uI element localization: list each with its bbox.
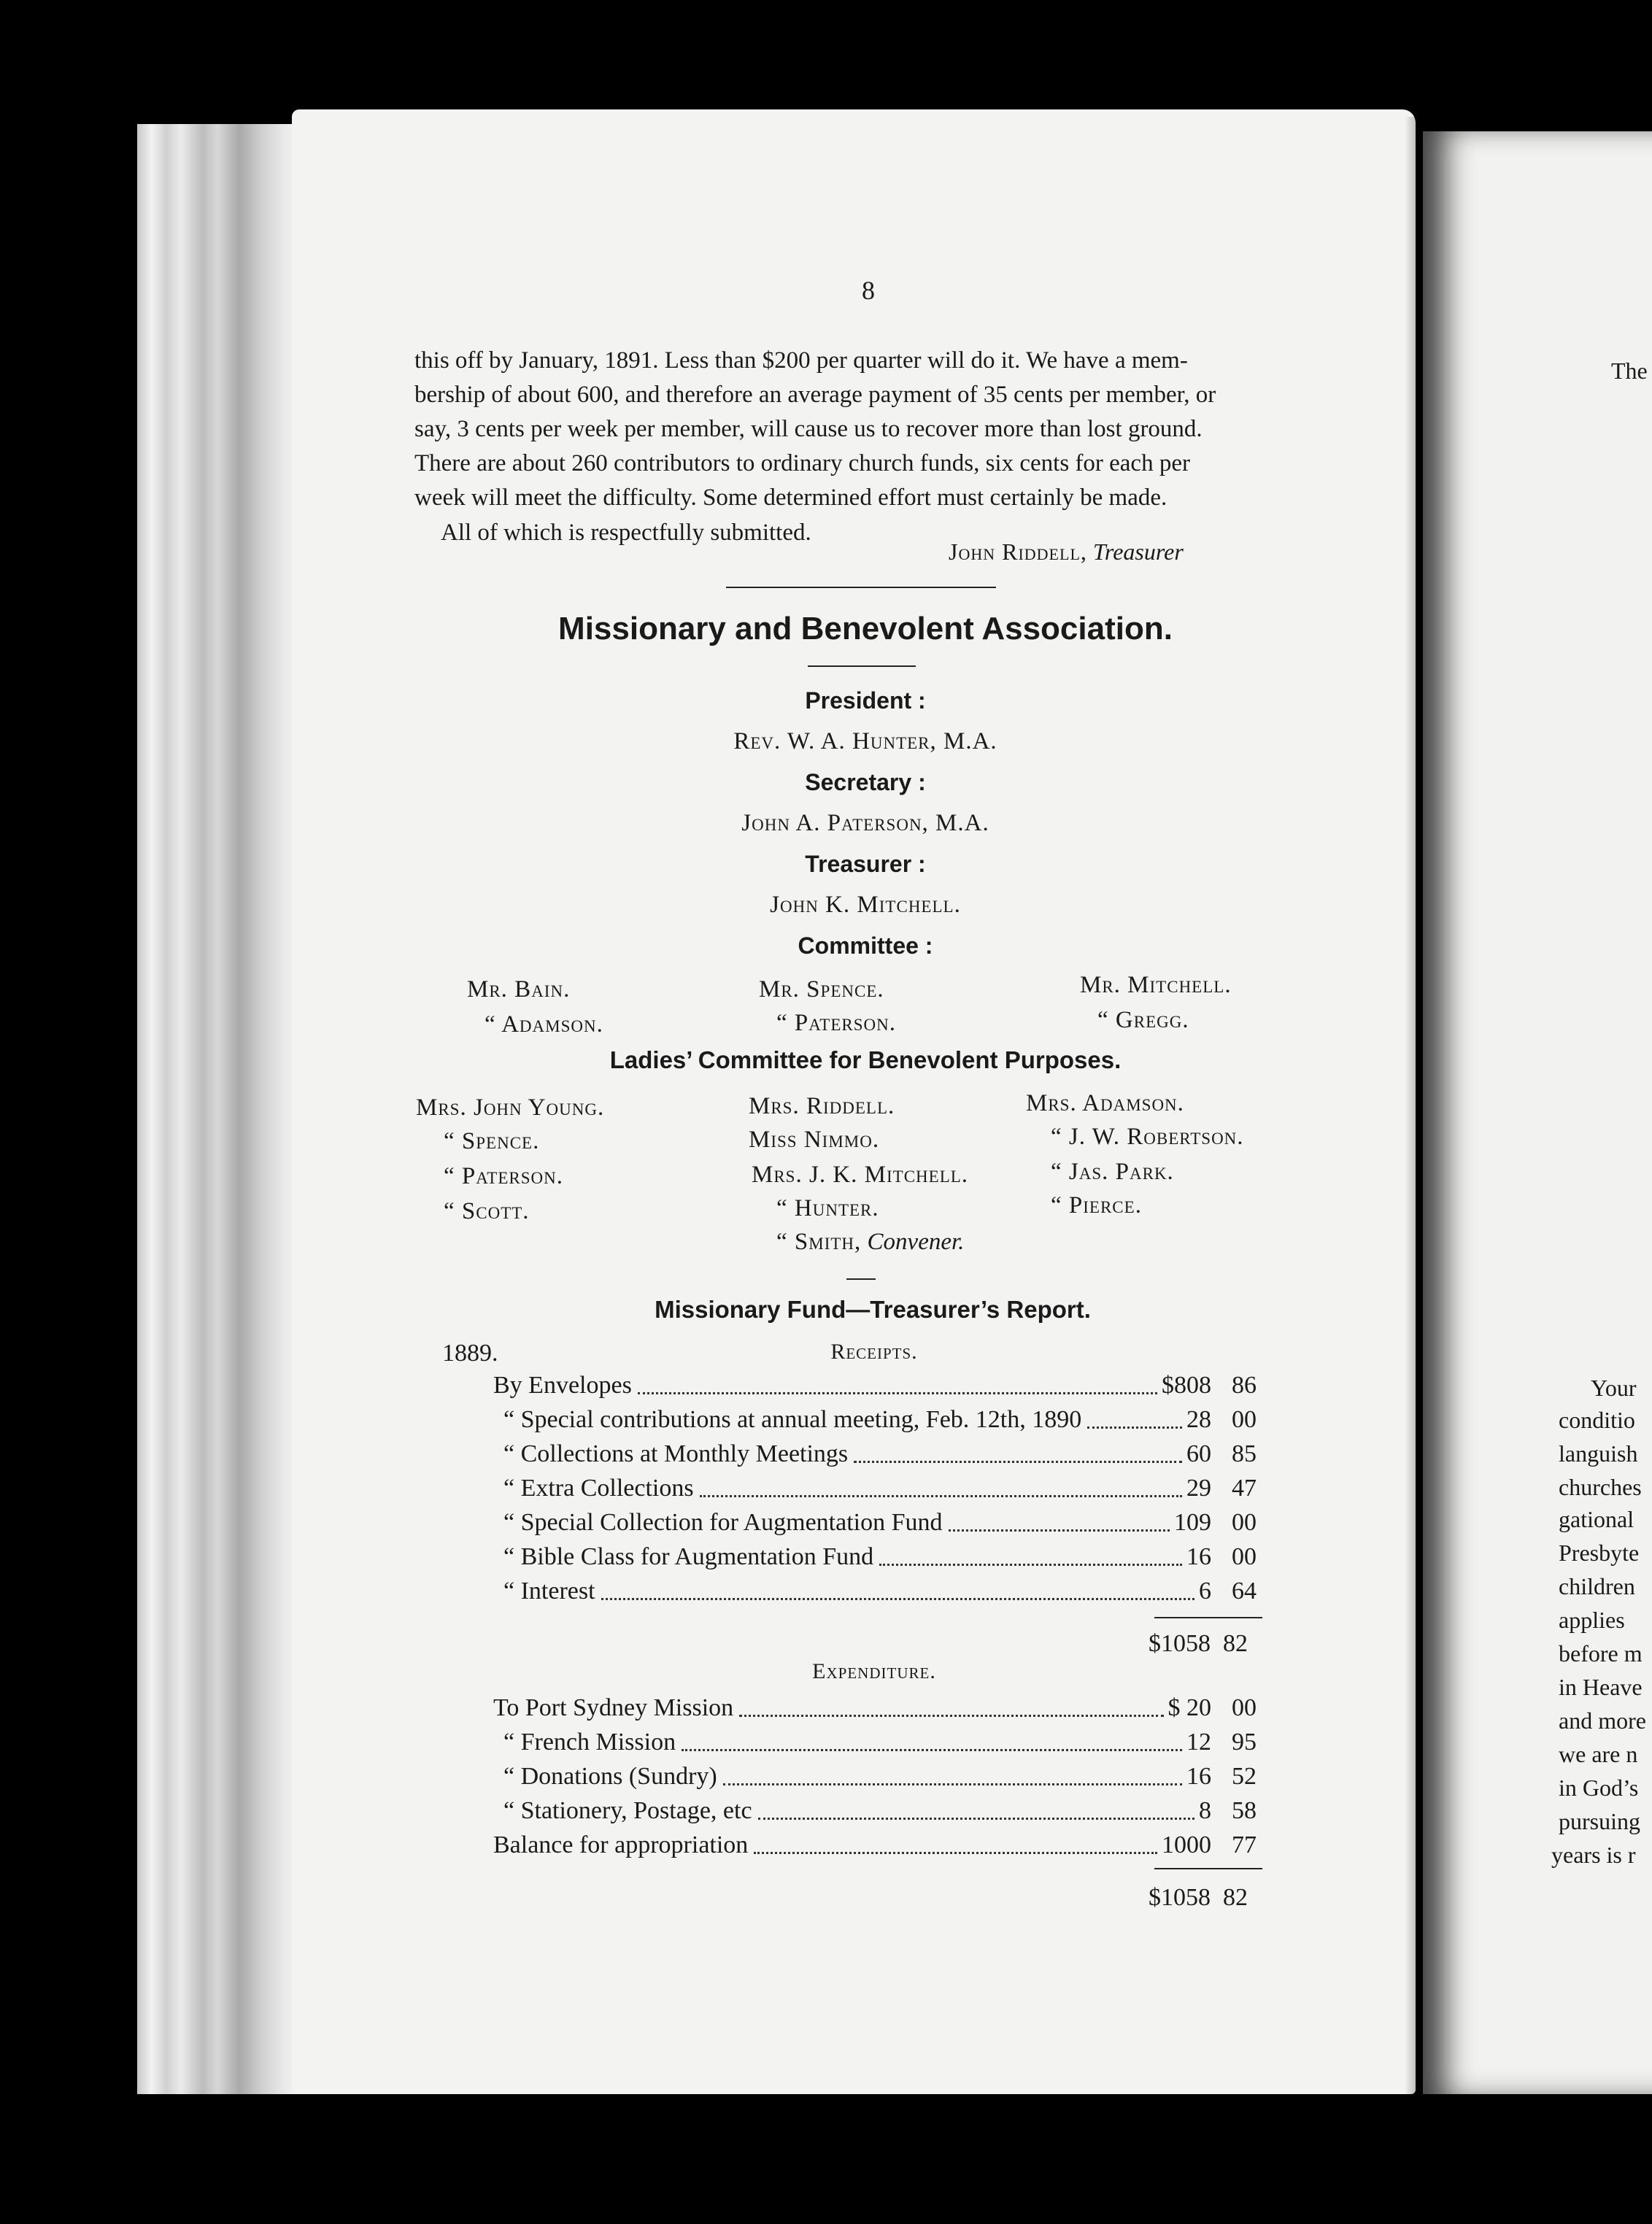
divider: [846, 1278, 876, 1280]
divider: [808, 665, 916, 667]
facing-text-fragment: applies: [1559, 1607, 1625, 1633]
text-line: say, 3 cents per week per member, will cause us to recover more than lost ground.: [414, 416, 1203, 442]
dot-leader: [754, 1852, 1157, 1854]
ladies-member: “ Pierce.: [1051, 1192, 1142, 1219]
ledger-item: “ Donations (Sundry): [503, 1763, 717, 1790]
signature-role: Treasurer: [1092, 538, 1184, 565]
closing-line: All of which is respectfully submitted.: [441, 520, 811, 546]
ledger-item: “ Special Collection for Augmentation Fund: [503, 1509, 943, 1536]
report-year: 1889.: [442, 1340, 498, 1367]
facing-text-fragment: in Heave: [1559, 1674, 1643, 1700]
text-line: There are about 260 contributors to ordinary church funds, six cents for each per: [414, 450, 1190, 476]
dot-leader: [700, 1495, 1182, 1497]
ledger-dollars: 109: [1174, 1509, 1211, 1536]
ledger-cents: 00: [1232, 1509, 1257, 1536]
ladies-convener: [776, 1230, 964, 1254]
ledger-dollars: 6: [1199, 1578, 1211, 1605]
facing-text-fragment: children: [1559, 1573, 1635, 1599]
total-dollars: $1058: [1149, 1630, 1211, 1657]
report-heading: Missionary Fund—Treasurer’s Report.: [655, 1296, 1091, 1323]
dot-leader: [739, 1715, 1164, 1717]
total-rule: [1154, 1617, 1262, 1618]
committee-label: Committee :: [798, 933, 933, 959]
officer-name: John K. Mitchell.: [770, 892, 961, 918]
ledger-cents: 00: [1232, 1694, 1257, 1721]
ladies-member: Mrs. John Young.: [416, 1094, 605, 1121]
committee-member: Mr. Spence.: [759, 976, 884, 1003]
facing-text-fragment: Presbyte: [1559, 1540, 1640, 1566]
committee-member: “ Adamson.: [485, 1011, 603, 1038]
text-line: this off by January, 1891. Less than $200 per quarter will do it. We have a mem-: [414, 347, 1188, 374]
page-edges: [137, 124, 298, 2094]
ledger-cents: 52: [1232, 1763, 1257, 1790]
ledger-cents: 86: [1232, 1372, 1257, 1399]
signature: [949, 540, 1184, 563]
dot-leader: [879, 1564, 1182, 1566]
committee-member: “ Paterson.: [776, 1010, 897, 1036]
dot-leader: [949, 1529, 1170, 1532]
ladies-member: “ Jas. Park.: [1051, 1159, 1174, 1185]
ledger-item: By Envelopes: [493, 1372, 632, 1399]
ledger-item: “ Stationery, Postage, etc: [503, 1797, 752, 1824]
page-title: Missionary and Benevolent Association.: [558, 611, 1173, 646]
facing-text-fragment: gational: [1559, 1506, 1634, 1532]
ledger-item: “ Collections at Monthly Meetings: [503, 1440, 849, 1467]
dot-leader: [758, 1818, 1194, 1820]
ledger-dollars: 8: [1199, 1797, 1211, 1824]
ladies-member: “ Smith,: [776, 1229, 862, 1255]
facing-text-fragment: languish: [1559, 1440, 1638, 1467]
ledger-item: Balance for appropriation: [493, 1831, 749, 1858]
total-cents: 82: [1223, 1630, 1248, 1657]
ledger-dollars: 16: [1186, 1763, 1211, 1790]
officer-label: Secretary :: [805, 769, 926, 795]
receipts-label: Receipts.: [830, 1340, 918, 1364]
officer-name: Rev. W. A. Hunter, M.A.: [733, 728, 997, 754]
ladies-member: Mrs. J. K. Mitchell.: [752, 1162, 969, 1188]
facing-text-fragment: conditio: [1559, 1407, 1635, 1433]
ledger-dollars: $808: [1162, 1372, 1211, 1399]
ledger-cents: 00: [1232, 1543, 1257, 1570]
total-rule: [1154, 1868, 1262, 1869]
ledger-dollars: 12: [1186, 1729, 1211, 1756]
expenditure-label: Expenditure.: [812, 1659, 936, 1683]
convener-role: Convener.: [867, 1229, 965, 1255]
officer-label: President :: [805, 687, 926, 714]
total-cents: 82: [1223, 1884, 1248, 1911]
ledger-item: “ Bible Class for Augmentation Fund: [503, 1543, 874, 1570]
ledger-cents: 77: [1232, 1831, 1257, 1858]
ledger-item: “ Interest: [503, 1578, 595, 1605]
facing-text-fragment: pursuing: [1559, 1808, 1640, 1834]
facing-text-fragment: Your: [1591, 1375, 1637, 1401]
text-line: bership of about 600, and therefore an average payment of 35 cents per member, or: [414, 382, 1216, 408]
ledger-dollars: $ 20: [1167, 1694, 1211, 1721]
facing-text-fragment: churches: [1559, 1474, 1642, 1500]
committee-member: Mr. Mitchell.: [1080, 972, 1232, 998]
page-number: 8: [862, 276, 875, 305]
expenditure-total: [1149, 1884, 1248, 1912]
ledger-dollars: 29: [1186, 1475, 1211, 1502]
ledger-cents: 85: [1232, 1440, 1257, 1467]
officer-name: John A. Paterson, M.A.: [741, 810, 989, 836]
facing-text-fragment: and more: [1559, 1707, 1646, 1734]
ledger-dollars: 1000: [1162, 1831, 1211, 1858]
receipts-total: [1149, 1630, 1248, 1658]
ladies-heading: Ladies’ Committee for Benevolent Purposes.: [609, 1046, 1122, 1073]
committee-member: Mr. Bain.: [467, 976, 571, 1003]
total-dollars: $1058: [1149, 1884, 1211, 1911]
text-line: week will meet the difficulty. Some determined effort must certainly be made.: [414, 484, 1167, 511]
ledger-dollars: 16: [1186, 1543, 1211, 1570]
officer-label: Treasurer :: [805, 851, 926, 877]
ledger-cents: 00: [1232, 1406, 1257, 1433]
dot-leader: [1087, 1426, 1182, 1429]
dot-leader: [601, 1598, 1194, 1600]
ladies-member: “ Hunter.: [776, 1195, 879, 1221]
ledger-dollars: 60: [1186, 1440, 1211, 1467]
facing-text-fragment: before m: [1559, 1640, 1643, 1667]
dot-leader: [723, 1783, 1182, 1785]
facing-text-fragment: The: [1611, 358, 1648, 384]
ledger-item: “ Extra Collections: [503, 1475, 694, 1502]
ladies-member: “ Scott.: [444, 1198, 530, 1224]
facing-text-fragment: years is r: [1551, 1842, 1636, 1868]
ledger-dollars: 28: [1186, 1406, 1211, 1433]
ledger-cents: 47: [1232, 1475, 1257, 1502]
facing-text-fragment: in God’s: [1559, 1775, 1639, 1801]
ledger-item: “ French Mission: [503, 1729, 676, 1756]
signature-name: John Riddell,: [949, 538, 1087, 565]
dot-leader: [682, 1749, 1182, 1751]
ladies-member: Mrs. Riddell.: [749, 1093, 895, 1119]
dot-leader: [854, 1461, 1182, 1463]
divider: [726, 587, 996, 588]
ladies-member: Mrs. Adamson.: [1026, 1090, 1184, 1116]
ledger-cents: 95: [1232, 1729, 1257, 1756]
ledger-item: To Port Sydney Mission: [493, 1694, 734, 1721]
ledger-cents: 58: [1232, 1797, 1257, 1824]
ladies-member: “ Paterson.: [444, 1163, 564, 1189]
ledger-item: “ Special contributions at annual meeting, Feb. 12th, 1890: [503, 1406, 1082, 1433]
ledger-cents: 64: [1232, 1578, 1257, 1605]
dot-leader: [638, 1392, 1157, 1394]
ladies-member: “ J. W. Robertson.: [1051, 1124, 1244, 1150]
facing-text-fragment: we are n: [1559, 1741, 1638, 1767]
ladies-member: Miss Nimmo.: [749, 1127, 880, 1153]
committee-member: “ Gregg.: [1097, 1007, 1189, 1033]
ladies-member: “ Spence.: [444, 1128, 540, 1154]
